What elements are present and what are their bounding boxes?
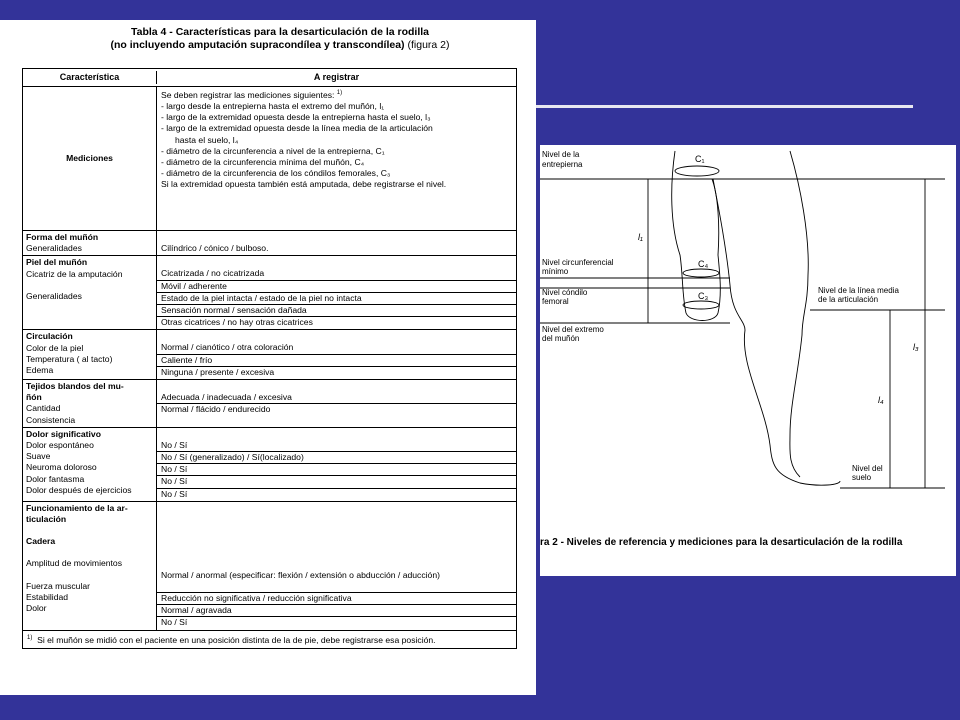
header-caracteristica: Característica bbox=[23, 71, 157, 84]
label-l3: l₃ bbox=[913, 342, 919, 352]
mediciones-item: hasta el suelo, l₄ bbox=[175, 134, 239, 145]
leg-outline-back bbox=[790, 151, 808, 477]
row-footnote bbox=[23, 631, 516, 648]
circulacion-label: Color de la piel bbox=[26, 342, 84, 353]
tejidos-title-2: ñón bbox=[26, 392, 42, 403]
funcionamiento-label: Estabilidad bbox=[26, 591, 69, 602]
tejidos-value: Adecuada / inadecuada / excesiva bbox=[157, 392, 516, 404]
circulacion-value: Ninguna / presente / excesiva bbox=[161, 366, 275, 377]
piel-value: Sensación normal / sensación dañada bbox=[157, 305, 516, 317]
row-tejidos bbox=[23, 380, 516, 428]
dolor-value: No / Sí bbox=[157, 464, 516, 476]
tejidos-title-1: Tejidos blandos del mu- bbox=[26, 381, 124, 392]
piel-value: Otras cicatrices / no hay otras cicatrices bbox=[161, 317, 313, 328]
label-c3: C₃ bbox=[698, 291, 709, 301]
mediciones-item: - largo de la extremidad opuesta desde la entrepierna hasta el suelo, l₃ bbox=[161, 112, 431, 123]
forma-label: Generalidades bbox=[26, 243, 82, 254]
dolor-value: No / Sí bbox=[157, 476, 516, 488]
row-forma bbox=[23, 231, 516, 256]
dolor-value: No / Sí bbox=[157, 440, 516, 452]
footnote-text: Si el muñón se midió con el paciente en una posición distinta de la de pie, debe registrarse esa posición. bbox=[37, 634, 436, 645]
dolor-value: No / Sí bbox=[161, 488, 188, 499]
mediciones-intro-sup: 1) bbox=[336, 90, 343, 96]
mediciones-values bbox=[157, 87, 516, 230]
funcionamiento-label: Dolor bbox=[26, 603, 47, 614]
amplitud-label: Amplitud de movimientos bbox=[26, 558, 123, 569]
funcionamiento-label: Fuerza muscular bbox=[26, 580, 90, 591]
mediciones-item: - diámetro de la circunferencia a nivel de la entrepierna, C₁ bbox=[161, 145, 385, 156]
cadera-label: Cadera bbox=[26, 536, 56, 547]
label-extremo-2: del muñón bbox=[542, 334, 580, 343]
label-circ-min-1: Nivel circunferencial bbox=[542, 258, 614, 267]
row-dolor bbox=[23, 428, 516, 502]
mediciones-label: Mediciones bbox=[23, 87, 157, 230]
circulacion-title: Circulación bbox=[26, 331, 73, 342]
header-a-registrar: A registrar bbox=[313, 71, 360, 82]
circulacion-label: Edema bbox=[26, 365, 54, 376]
funcionamiento-value: Reducción no significativa / reducción significativa bbox=[157, 593, 516, 605]
row-piel bbox=[23, 256, 516, 330]
table-title-line1: Tabla 4 - Características para la desarticulación de la rodilla bbox=[130, 26, 429, 38]
forma-value: Cilíndrico / cónico / bulboso. bbox=[161, 243, 269, 253]
mediciones-intro: Se deben registrar las mediciones siguientes: bbox=[161, 89, 335, 100]
tejidos-label: Consistencia bbox=[26, 414, 76, 425]
dolor-label: Dolor espontáneo bbox=[26, 440, 94, 451]
dolor-value: No / Sí (generalizado) / Sí(localizado) bbox=[157, 452, 516, 464]
funcionamiento-value: No / Sí bbox=[161, 617, 188, 628]
piel-label-cicatriz: Cicatriz de la amputación bbox=[26, 268, 123, 279]
circ-c1 bbox=[675, 166, 719, 176]
tejidos-label: Cantidad bbox=[26, 403, 61, 414]
leg-outline-front bbox=[713, 179, 840, 485]
label-c4: C₄ bbox=[698, 259, 709, 269]
dolor-label: Dolor después de ejercicios bbox=[26, 484, 132, 495]
row-circulacion bbox=[23, 330, 516, 380]
header-rule bbox=[535, 105, 913, 108]
piel-label-generalidades: Generalidades bbox=[26, 290, 82, 301]
piel-value: Estado de la piel intacta / estado de la piel no intacta bbox=[157, 293, 516, 305]
label-l4: l₄ bbox=[878, 395, 884, 405]
mediciones-item: - diámetro de la circunferencia mínima del muñón, C₄ bbox=[161, 157, 365, 168]
mediciones-item: - largo desde la entrepierna hasta el extremo del muñón, l₁ bbox=[161, 101, 385, 112]
circ-c4 bbox=[683, 269, 719, 277]
leg-diagram bbox=[540, 145, 956, 535]
figure-panel bbox=[540, 145, 956, 576]
circulacion-value: Normal / cianótico / otra coloración bbox=[157, 342, 516, 354]
characteristics-table bbox=[22, 68, 517, 649]
label-c1: C₁ bbox=[695, 154, 705, 164]
label-entrepierna-2: entrepierna bbox=[542, 160, 583, 169]
dolor-label: Dolor fantasma bbox=[26, 473, 85, 484]
table-page bbox=[0, 20, 536, 695]
label-linea-media-2: de la articulación bbox=[818, 295, 879, 304]
label-condilo-2: femoral bbox=[542, 297, 569, 306]
label-suelo-1: Nivel del bbox=[852, 464, 883, 473]
forma-title: Forma del muñón bbox=[26, 232, 99, 242]
mediciones-note: Si la extremidad opuesta también está amputada, debe registrarse el nivel. bbox=[161, 179, 447, 190]
tejidos-value: Normal / flácido / endurecido bbox=[161, 404, 271, 415]
label-linea-media-1: Nivel de la línea media bbox=[818, 286, 899, 295]
label-condilo-1: Nivel cóndilo bbox=[542, 288, 588, 297]
table-title-line2: (no incluyendo amputación supracondílea y transcondílea) bbox=[110, 39, 405, 51]
piel-value: Móvil / adherente bbox=[157, 281, 516, 293]
circ-c3 bbox=[683, 301, 719, 309]
funcionamiento-title-2: ticulación bbox=[26, 514, 67, 525]
table-title-ref: (figura 2) bbox=[407, 39, 450, 51]
circulacion-value: Caliente / frío bbox=[157, 355, 516, 367]
footnote-mark: 1) bbox=[27, 634, 33, 641]
amplitud-value: Normal / anormal (especificar: flexión / extensión o abducción / aducción) bbox=[161, 569, 440, 580]
row-mediciones bbox=[23, 87, 516, 231]
figure-caption: ra 2 - Niveles de referencia y mediciones para la desarticulación de la rodilla bbox=[540, 537, 903, 548]
dolor-label: Neuroma doloroso bbox=[26, 462, 97, 473]
piel-value: Cicatrizada / no cicatrizada bbox=[157, 268, 516, 280]
label-l1: l₁ bbox=[638, 232, 643, 242]
funcionamiento-value: Normal / agravada bbox=[157, 605, 516, 617]
label-entrepierna-1: Nivel de la bbox=[542, 150, 580, 159]
dolor-label: Suave bbox=[26, 451, 51, 462]
mediciones-item: - diámetro de la circunferencia de los cóndilos femorales, C₃ bbox=[161, 168, 391, 179]
label-extremo-1: Nivel del extremo bbox=[542, 325, 604, 334]
label-circ-min-2: mínimo bbox=[542, 267, 569, 276]
funcionamiento-title-1: Funcionamiento de la ar- bbox=[26, 502, 128, 513]
row-funcionamiento bbox=[23, 502, 516, 631]
dolor-title: Dolor significativo bbox=[26, 428, 101, 439]
circulacion-label: Temperatura ( al tacto) bbox=[26, 353, 113, 364]
mediciones-item: - largo de la extremidad opuesta desde la línea media de la articulación bbox=[161, 123, 433, 134]
table-title bbox=[30, 26, 530, 52]
label-suelo-2: suelo bbox=[852, 473, 872, 482]
table-header-row bbox=[23, 69, 516, 87]
piel-title: Piel del muñón bbox=[26, 257, 88, 268]
